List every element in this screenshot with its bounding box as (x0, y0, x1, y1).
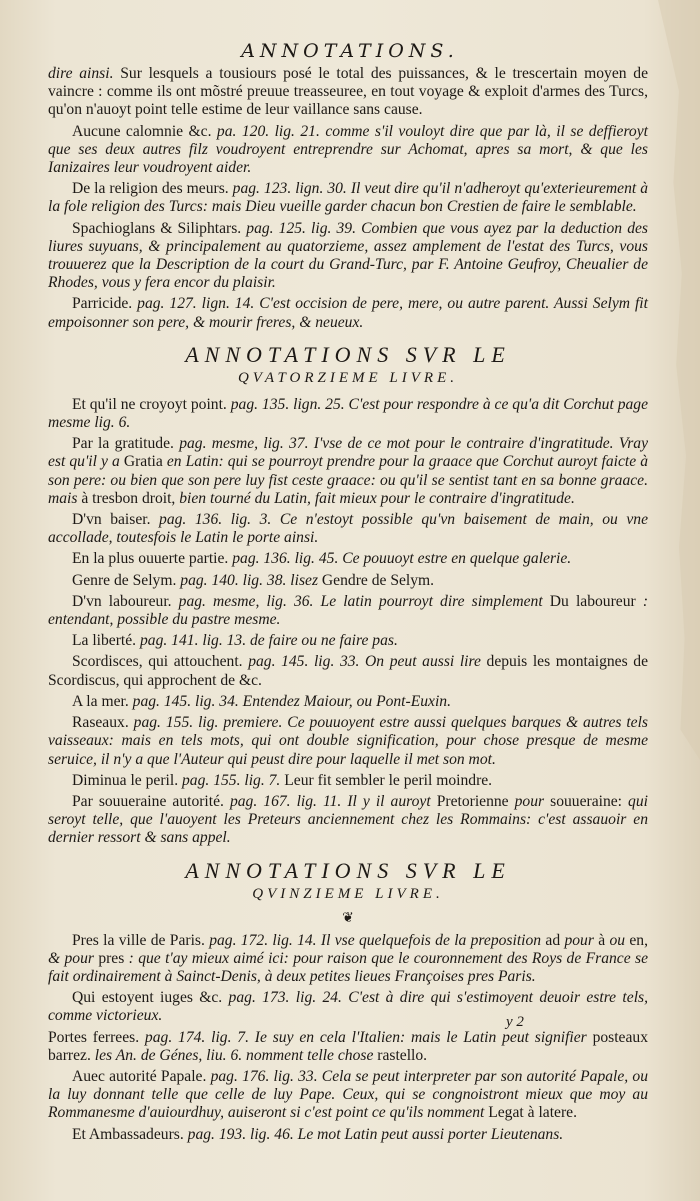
section-heading (48, 342, 648, 388)
annotation-paragraph (48, 550, 648, 568)
roman-text: ad (545, 931, 561, 949)
italic-text: pag. 136. lig. 3. Ce n'estoyt possible qu'vn baisement de main, ou vne accollade, toutesfois le Latin le porte ainsi. (48, 511, 648, 547)
italic-text: pag. 136. lig. 45. Ce pouuoyt estre en quelque galerie. (232, 550, 572, 568)
italic-text: qui seroyt telle, que l'auoyent les Preteurs anciennement chez les Rommains: c'est assauoir en dernier ressort & sans appel. (48, 792, 648, 847)
italic-text: : entendant, possible du pastre mesme. (48, 592, 649, 629)
italic-text: pag. 123. lign. 30. Il veut dire qu'il n'adheroyt qu'exterieurement à la fole religion des Turcs: mais Dieu vueille garder chacun bon Crestien de faire le semblable. (48, 180, 648, 216)
roman-text: pres (98, 949, 125, 967)
roman-text: Pretorienne (436, 792, 509, 810)
italic-text: pour (508, 792, 551, 810)
italic-text: pag. 135. lign. 25. C'est pour respondre à ce qu'a dit Corchut page mesme lig. 6. (48, 395, 649, 432)
annotation-paragraph (48, 180, 648, 216)
italic-text: pag. 193. lig. 46. Le mot Latin peut aussi porter Lieutenans. (187, 1125, 564, 1143)
section-heading (48, 858, 648, 904)
annotation-paragraph (48, 1068, 648, 1123)
roman-text: Portes ferrees. (48, 1028, 145, 1046)
roman-text: Legat à latere. (488, 1104, 577, 1122)
italic-text: pag. 125. lig. 39. Combien que vous ayez par la deduction des liures suyuans, & principalement au quatorzieme, assez amplement de l'estat des Turcs, vous trouuerez que la Description de la court du Grand-Turc, par F. Antoine Geufroy, Cheualier de Rhodes, vous y fera encor du plaisir. (48, 219, 648, 292)
section-subtitle: QVINZIEME LIVRE. (252, 885, 444, 902)
annotation-paragraph (48, 593, 648, 629)
annotation-paragraph (48, 220, 648, 293)
annotation-paragraph (48, 435, 648, 508)
italic-text: pag. 174. lig. 7. Ie suy en cela l'Italien: mais le Latin peut signifier (144, 1028, 593, 1046)
annotation-paragraph (48, 932, 648, 987)
italic-text: ou (605, 931, 630, 949)
roman-text: à (598, 931, 606, 949)
roman-text: Et Ambassadeurs. (72, 1125, 188, 1143)
roman-text: D'vn laboureur. (72, 592, 179, 610)
italic-text: pag. 176. lig. 33. Cela se peut interpreter par son autorité Papale, ou la luy donnant telle que celle de luy Pape. Ceux, qui se congnoistront mieux que moy au Rommanesme d'auiourdhuy, auiseront si c'est point ce qu'ils nomment (48, 1067, 648, 1122)
italic-text: pag. 127. lign. 14. C'est occision de pere, mere, ou autre parent. Aussi Selym fit empoisonner son pere, & mourir freres, & neueux. (48, 295, 648, 331)
roman-text: De la religion des meurs. (72, 180, 233, 198)
annotation-paragraph (48, 1029, 648, 1065)
roman-text: La liberté. (72, 632, 140, 650)
roman-text: depuis les montaignes de Scordiscus, qui approchent de &c. (48, 653, 648, 689)
italic-text: pag. 155. lig. 7. (182, 771, 281, 789)
annotation-paragraph (48, 511, 648, 547)
italic-text: pour (560, 931, 599, 949)
italic-text: pag. 141. lig. 13. de faire ou ne faire pas. (139, 632, 398, 650)
running-header: ANNOTATIONS. (241, 40, 459, 62)
roman-text: Aucune calomnie &c. (72, 122, 217, 140)
italic-text: en Latin: qui se pourroyt prendre pour la graace que Corchut auroyt faicte à son pere: ou bien que son pere luy fist ceste graace: ou qu'il se sentist tant en sa bonne graace. mais (48, 453, 648, 507)
roman-text: souueraine: (550, 792, 623, 810)
roman-text: Pres la ville de Paris. (72, 931, 210, 949)
section-subtitle: QVATORZIEME LIVRE. (237, 369, 459, 386)
roman-text: Gendre de Selym. (318, 571, 435, 589)
roman-text: D'vn baiser. (72, 511, 160, 529)
annotation-paragraph (48, 714, 648, 769)
italic-text: les An. de Génes, liu. 6. nomment telle chose (90, 1046, 378, 1064)
roman-text: Leur fit sembler le peril moindre. (280, 771, 493, 789)
roman-text: posteaux barrez. (48, 1028, 648, 1064)
roman-text: Du laboureur (549, 592, 636, 610)
roman-text: Sur lesquels a tousiours posé le total des puissances, & le trescertain moyen de vaincre : comme ils ont mõstré preuue treasseuree, en tout voyage & exploit d'armes des Turcs, qu'on n'auoyt point telle estime de leur vaillance sans cause. (48, 65, 648, 119)
italic-text: pag. mesme, lig. 36. Le latin pourroyt dire simplement (178, 592, 550, 610)
roman-text: Qui estoyent iuges &c. (72, 989, 229, 1007)
italic-text: pag. 173. lig. 24. C'est à dire qui s'estimoyent deuoir estre tels, comme victorieux. (48, 989, 648, 1025)
ornament-icon: ❦ (342, 910, 354, 926)
roman-text: Et qu'il ne croyoyt point. (72, 395, 231, 413)
annotation-paragraph (48, 295, 648, 331)
annotation-paragraph (48, 989, 648, 1025)
roman-text: Parricide. (72, 295, 138, 313)
annotations-text (48, 62, 648, 1144)
italic-text: & pour (48, 949, 99, 967)
italic-text: dire ainsi. (48, 65, 114, 82)
roman-text: Genre de Selym. (72, 571, 181, 589)
roman-text: Raseaux. (72, 714, 134, 732)
annotation-paragraph (48, 123, 648, 178)
italic-text: bien tourné du Latin, fait mieux pour le contraire d'ingratitude. (175, 489, 575, 507)
section-title: ANNOTATIONS SVR LE (185, 857, 511, 883)
annotation-paragraph (48, 793, 648, 848)
roman-text: Spachioglans & Siliphtars. (72, 219, 247, 237)
roman-text: rastello. (377, 1046, 428, 1064)
annotation-paragraph (48, 693, 648, 711)
italic-text: pag. 145. lig. 33. On peut aussi lire (248, 653, 487, 671)
annotation-paragraph (48, 772, 648, 790)
signature-mark: y 2 (506, 1014, 524, 1030)
roman-text: Auec autorité Papale. (72, 1067, 211, 1085)
annotation-paragraph (48, 632, 648, 650)
italic-text: pag. 140. lig. 38. lisez (180, 571, 319, 589)
italic-text: pag. mesme, lig. 37. I'vse de ce mot pour le contraire d'ingratitude. Vray est qu'il y a (48, 435, 648, 471)
roman-text: Par la gratitude. (72, 435, 180, 453)
roman-text: Gratia (123, 453, 163, 471)
italic-text: pag. 172. lig. 14. Il vse quelquefois de la preposition (209, 931, 546, 949)
italic-text: pag. 145. lig. 34. Entendez Maiour, ou Pont-Euxin. (132, 692, 451, 710)
annotation-paragraph (48, 396, 648, 432)
annotation-paragraph (48, 653, 648, 689)
roman-text: En la plus ouuerte partie. (72, 550, 233, 568)
annotation-paragraph (48, 65, 648, 120)
italic-text: : que t'ay mieux aimé ici: pour raison que le couronnement des Roys de France se fait ordinairement à Sainct-Denis, à deux petites lieues Françoises pres Paris. (48, 949, 648, 985)
roman-text: en, (629, 931, 649, 949)
roman-text: Scordisces, qui attouchent. (72, 653, 249, 671)
annotation-paragraph (48, 572, 648, 590)
annotation-paragraph (48, 1126, 648, 1144)
italic-text: pag. 167. lig. 11. Il y il auroyt (229, 792, 437, 810)
italic-text: pa. 120. lig. 21. comme s'il vouloyt dire que par là, il se deffieroyt que ses deux autres filz voudroyent entreprendre sur Achomat, apres sa mort, & que les Ianizaires leur voudroyent aider. (48, 122, 648, 177)
section-title: ANNOTATIONS SVR LE (185, 341, 511, 367)
roman-text: Par souueraine autorité. (72, 792, 230, 810)
roman-text: Diminua le peril. (72, 771, 182, 789)
roman-text: A la mer. (72, 692, 133, 710)
italic-text: pag. 155. lig. premiere. Ce pouuoyent estre aussi quelques barques & autres tels vaisseaux: mais en tels mots, qui ont double signification, pour chose presque de mesme seruice, il n'y a que l'Auteur qui peust dire pour laquelle il met son mot. (48, 714, 649, 768)
roman-text: à tresbon droit, (81, 489, 176, 507)
